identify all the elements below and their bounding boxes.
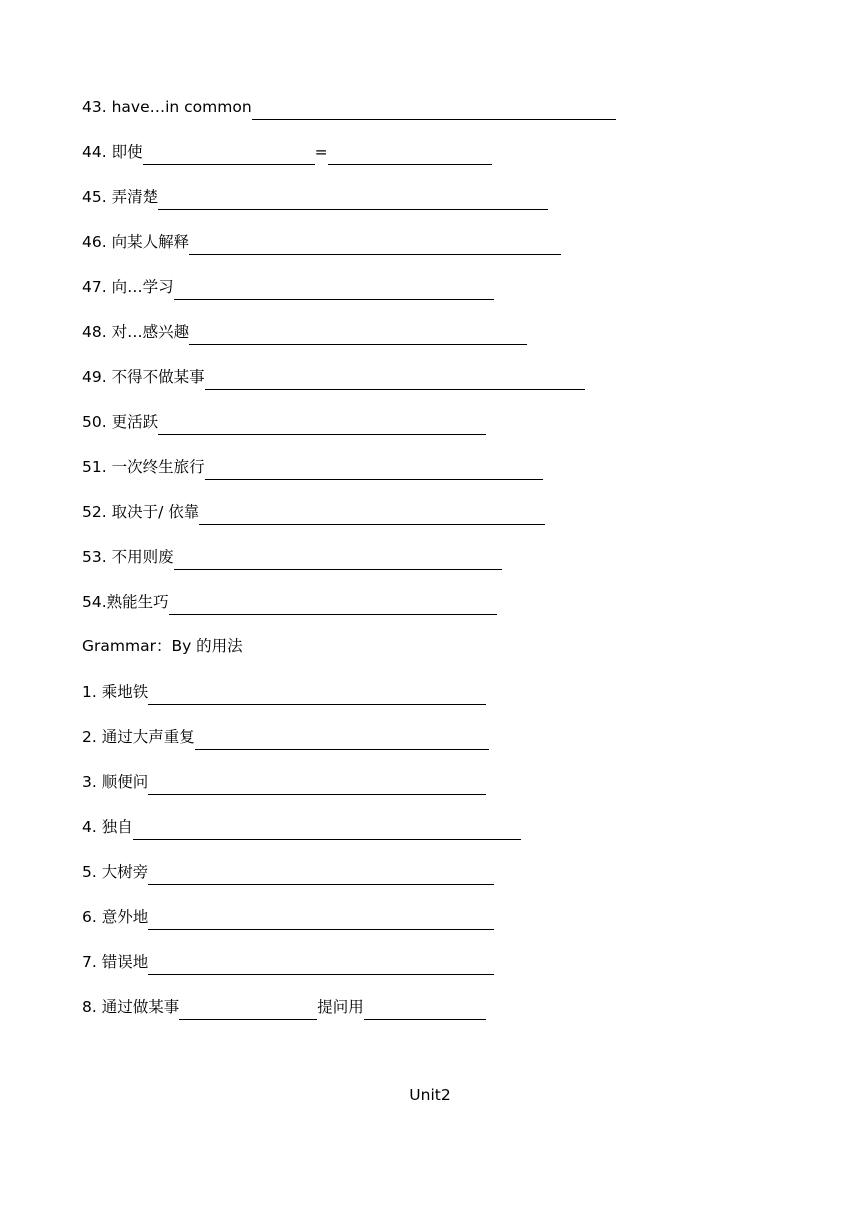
vocab-label: 47. 向…学习	[82, 278, 174, 296]
grammar-item-4	[82, 812, 521, 836]
vocab-item-43	[82, 92, 616, 116]
vocab-item-47	[82, 272, 494, 296]
vocab-label: 45. 弄清楚	[82, 188, 159, 206]
vocab-item-52	[82, 497, 545, 521]
vocab-label: 49. 不得不做某事	[82, 368, 205, 386]
grammar-label: 8. 通过做某事	[82, 998, 180, 1016]
grammar-item-7	[82, 947, 494, 971]
grammar-label: 2. 通过大声重复	[82, 728, 195, 746]
grammar-label: 1. 乘地铁	[82, 683, 149, 701]
grammar-item-1	[82, 677, 486, 701]
vocab-item-45	[82, 182, 548, 206]
vocab-label: 54.熟能生巧	[82, 593, 169, 611]
answer-blank[interactable]	[148, 958, 494, 975]
grammar-label: 4. 独自	[82, 818, 133, 836]
answer-blank[interactable]	[174, 553, 502, 570]
answer-blank[interactable]	[252, 103, 616, 120]
answer-blank[interactable]	[143, 148, 315, 165]
vocab-item-44	[82, 137, 492, 161]
vocab-label: 53. 不用则废	[82, 548, 174, 566]
vocab-item-50	[82, 407, 486, 431]
grammar-label: 7. 错误地	[82, 953, 149, 971]
answer-blank[interactable]	[189, 328, 527, 345]
grammar-item-5	[82, 857, 494, 881]
answer-blank[interactable]	[205, 373, 585, 390]
vocab-label: 52. 取决于/ 依靠	[82, 503, 200, 521]
answer-blank[interactable]	[205, 463, 543, 480]
vocab-label: 50. 更活跃	[82, 413, 159, 431]
answer-blank[interactable]	[148, 913, 494, 930]
vocab-label: 46. 向某人解释	[82, 233, 190, 251]
answer-blank[interactable]	[148, 778, 486, 795]
answer-blank[interactable]	[169, 598, 497, 615]
grammar-item-3	[82, 767, 486, 791]
equals-sign: =	[314, 143, 328, 161]
answer-blank[interactable]	[158, 193, 548, 210]
grammar-heading: Grammar：By 的用法	[82, 637, 243, 655]
vocab-item-53	[82, 542, 502, 566]
answer-blank[interactable]	[179, 1003, 317, 1020]
vocab-label: 48. 对…感兴趣	[82, 323, 190, 341]
answer-blank[interactable]	[189, 238, 561, 255]
answer-blank[interactable]	[195, 733, 489, 750]
answer-blank[interactable]	[174, 283, 494, 300]
grammar-second-label: 提问用	[317, 998, 364, 1016]
grammar-label: 3. 顺便问	[82, 773, 149, 791]
unit-label: Unit2	[409, 1086, 451, 1104]
vocab-item-48	[82, 317, 527, 341]
answer-blank[interactable]	[133, 823, 521, 840]
answer-blank[interactable]	[148, 868, 494, 885]
grammar-item-8	[82, 992, 486, 1016]
vocab-item-54	[82, 587, 497, 611]
vocab-label: 44. 即使	[82, 143, 143, 161]
answer-blank-2[interactable]	[364, 1003, 486, 1020]
grammar-label: 5. 大树旁	[82, 863, 149, 881]
vocab-item-51	[82, 452, 543, 476]
grammar-item-6	[82, 902, 494, 926]
answer-blank-2[interactable]	[328, 148, 492, 165]
vocab-item-49	[82, 362, 585, 386]
answer-blank[interactable]	[148, 688, 486, 705]
vocab-label: 43. have…in common	[82, 98, 252, 116]
grammar-item-2	[82, 722, 489, 746]
vocab-label: 51. 一次终生旅行	[82, 458, 205, 476]
answer-blank[interactable]	[199, 508, 545, 525]
grammar-label: 6. 意外地	[82, 908, 149, 926]
answer-blank[interactable]	[158, 418, 486, 435]
vocab-item-46	[82, 227, 561, 251]
